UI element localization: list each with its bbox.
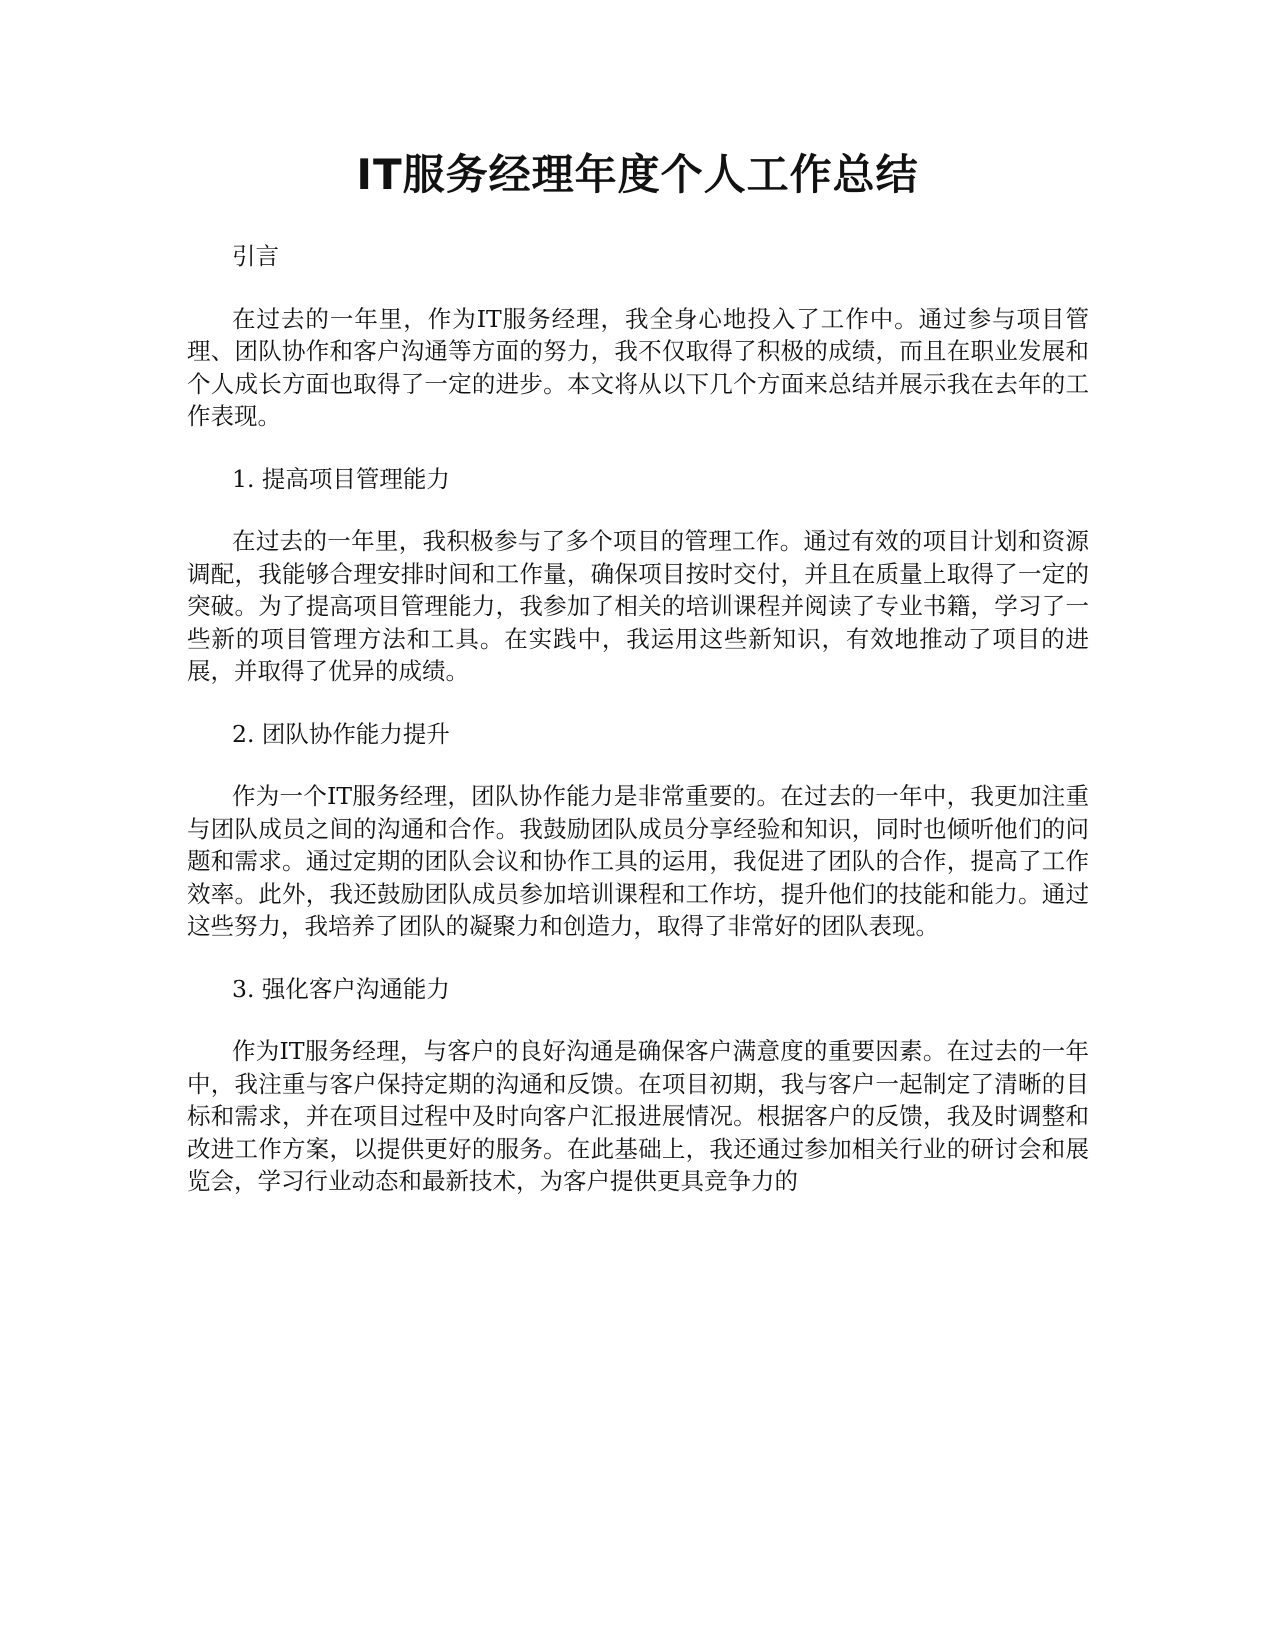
paragraph-client-communication: 作为IT服务经理，与客户的良好沟通是确保客户满意度的重要因素。在过去的一年中，我注重与客户保持定期的沟通和反馈。在项目初期，我与客户一起制定了清晰的目标和需求，并在项目过程中及时向客户汇报进展情况。根据客户的反馈，我及时调整和改进工作方案，以提供更好的服务。在此基础上，我还通过参加相关行业的研讨会和展览会，学习行业动态和最新技术，为客户提供更具竞争力的 [187, 1037, 1089, 1195]
section-heading-project-management: 1. 提高项目管理能力 [232, 464, 450, 493]
section-heading-teamwork: 2. 团队协作能力提升 [232, 719, 450, 748]
paragraph-project-management: 在过去的一年里，我积极参与了多个项目的管理工作。通过有效的项目计划和资源调配，我能够合理安排时间和工作量，确保项目按时交付，并且在质量上取得了一定的突破。为了提高项目管理能力，我参加了相关的培训课程并阅读了专业书籍，学习了一些新的项目管理方法和工具。在实践中，我运用这些新知识，有效地推动了项目的进展，并取得了优异的成绩。 [187, 527, 1089, 685]
paragraph-teamwork: 作为一个IT服务经理，团队协作能力是非常重要的。在过去的一年中，我更加注重与团队成员之间的沟通和合作。我鼓励团队成员分享经验和知识，同时也倾听他们的问题和需求。通过定期的团队会议和协作工具的运用，我促进了团队的合作，提高了工作效率。此外，我还鼓励团队成员参加培训课程和工作坊，提升他们的技能和能力。通过这些努力，我培养了团队的凝聚力和创造力，取得了非常好的团队表现。 [187, 782, 1089, 940]
section-heading-intro: 引言 [232, 242, 279, 270]
document-body [187, 240, 1089, 1228]
document-title: IT服务经理年度个人工作总结 [356, 150, 919, 199]
section-heading-client-communication: 3. 强化客户沟通能力 [232, 974, 450, 1003]
paragraph-intro: 在过去的一年里，作为IT服务经理，我全身心地投入了工作中。通过参与项目管理、团队协作和客户沟通等方面的努力，我不仅取得了积极的成绩，而且在职业发展和个人成长方面也取得了一定的进步。本文将从以下几个方面来总结并展示我在去年的工作表现。 [187, 304, 1089, 430]
